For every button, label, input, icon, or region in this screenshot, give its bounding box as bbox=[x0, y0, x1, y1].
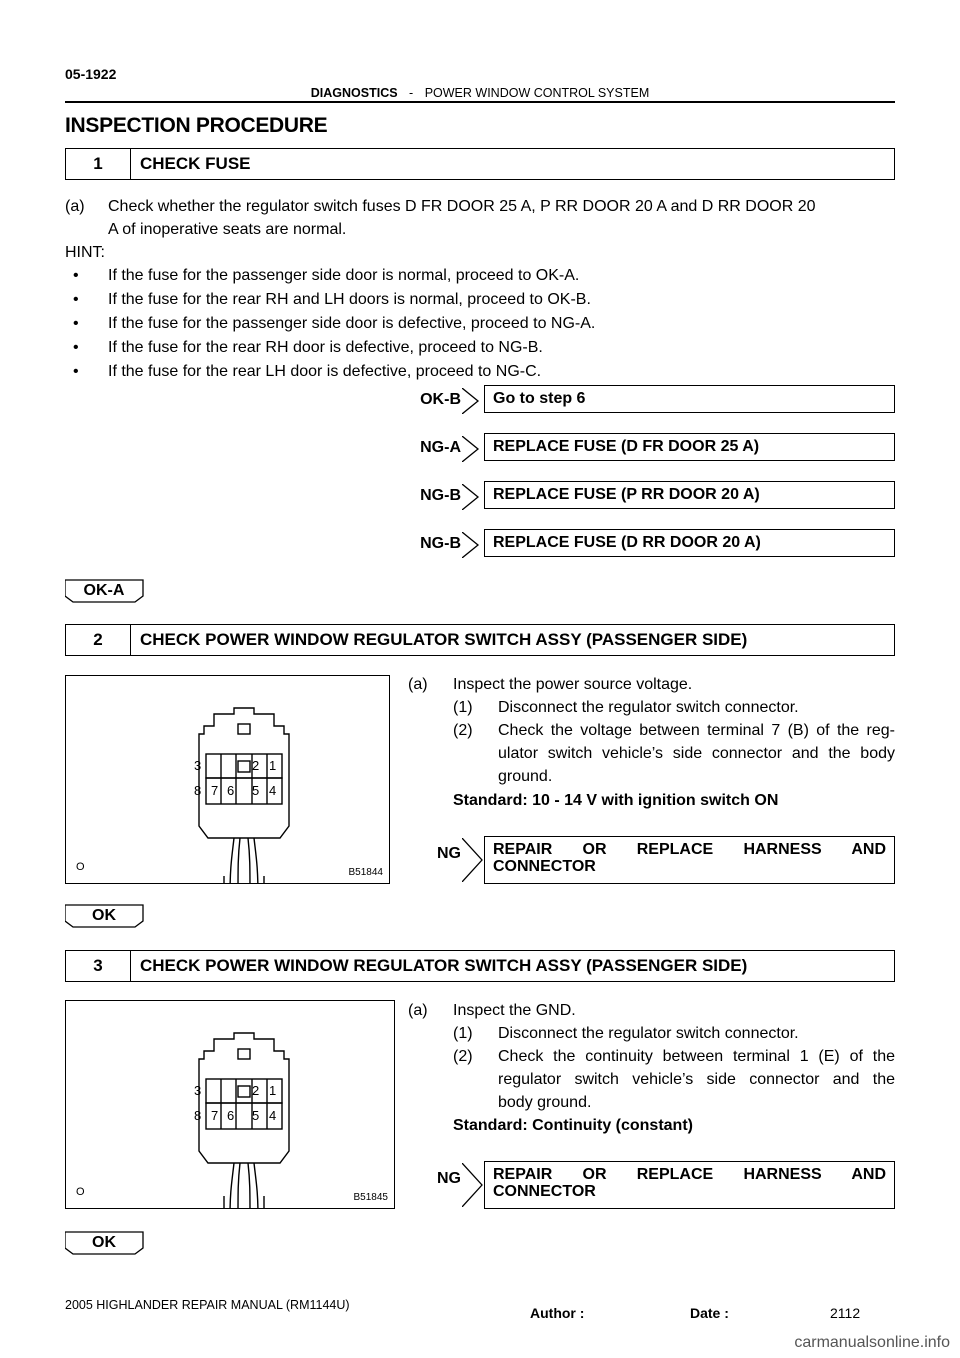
page-number: 2112 bbox=[830, 1305, 861, 1321]
step3-s2-line2: regulator switch vehicle’s side connector and the bbox=[498, 1071, 895, 1088]
step-number: 1 bbox=[66, 149, 131, 179]
step2-s2-line2: ulator switch vehicle’s side connector and the body bbox=[498, 745, 895, 762]
connector-diagram bbox=[65, 675, 390, 884]
connector-icon bbox=[66, 1001, 394, 1208]
result-label: NG-A bbox=[420, 439, 461, 456]
step3-s1-marker: (1) bbox=[453, 1025, 473, 1042]
result-box bbox=[484, 481, 895, 509]
pin-label: 2 bbox=[252, 758, 260, 773]
step1-a-line2: A of inoperative seats are normal. bbox=[108, 221, 347, 238]
pin-label: 1 bbox=[269, 1083, 277, 1098]
header-rule bbox=[65, 101, 895, 103]
step2-s2-line1: Check the voltage between terminal 7 (B) of the reg- bbox=[498, 722, 895, 739]
step2-a-text: Inspect the power source voltage. bbox=[453, 676, 693, 693]
step3-a-text: Inspect the GND. bbox=[453, 1002, 576, 1019]
pin-label: 7 bbox=[211, 783, 219, 798]
orientation-mark: O bbox=[76, 861, 85, 873]
step3-a-marker: (a) bbox=[408, 1002, 428, 1019]
pin-label: 8 bbox=[194, 1108, 202, 1123]
pin-label: 5 bbox=[252, 1108, 260, 1123]
result-label: NG bbox=[437, 845, 461, 862]
author-label: Author : bbox=[530, 1305, 585, 1321]
step2-s1-text: Disconnect the regulator switch connector. bbox=[498, 699, 799, 716]
pin-label: 3 bbox=[194, 1083, 202, 1098]
step2-s2-marker: (2) bbox=[453, 722, 473, 739]
result-text: REPAIR OR REPLACE HARNESS AND bbox=[493, 1166, 886, 1183]
pin-label: 8 bbox=[194, 783, 202, 798]
step2-standard: Standard: 10 - 14 V with ignition switch ON bbox=[453, 792, 779, 809]
header-subsection: POWER WINDOW CONTROL SYSTEM bbox=[424, 86, 650, 100]
connector-diagram bbox=[65, 1000, 395, 1209]
step-2-box bbox=[65, 624, 895, 656]
figure-id: B51844 bbox=[348, 867, 383, 878]
step3-standard: Standard: Continuity (constant) bbox=[453, 1117, 693, 1134]
step3-s2-line3: body ground. bbox=[498, 1094, 592, 1111]
manual-footer: 2005 HIGHLANDER REPAIR MANUAL (RM1144U) bbox=[65, 1298, 350, 1312]
result-label: OK-B bbox=[420, 391, 461, 408]
result-text: REPLACE FUSE (P RR DOOR 20 A) bbox=[493, 486, 760, 503]
tag-label: OK-A bbox=[83, 582, 125, 599]
pin-label: 6 bbox=[227, 783, 235, 798]
step-title: CHECK POWER WINDOW REGULATOR SWITCH ASSY (PASSENGER SIDE) bbox=[140, 956, 748, 975]
step2-s1-marker: (1) bbox=[453, 699, 473, 716]
step1-a-marker: (a) bbox=[65, 198, 85, 215]
result-arrow-icon bbox=[462, 436, 484, 462]
result-text: CONNECTOR bbox=[493, 858, 596, 875]
result-box bbox=[484, 433, 895, 461]
header-dash: - bbox=[409, 86, 414, 100]
result-text: REPLACE FUSE (D FR DOOR 25 A) bbox=[493, 438, 760, 455]
result-box bbox=[484, 529, 895, 557]
step-1-box bbox=[65, 148, 895, 180]
result-box bbox=[484, 1161, 895, 1209]
figure-id: B51845 bbox=[353, 1192, 388, 1203]
tag-label: OK bbox=[92, 907, 116, 924]
result-arrow-icon bbox=[462, 532, 484, 558]
hint-bullet: • If the fuse for the rear RH door is defective, proceed to NG-B. bbox=[108, 336, 543, 360]
pin-label: 4 bbox=[269, 1108, 277, 1123]
result-text: REPAIR OR REPLACE HARNESS AND bbox=[493, 841, 886, 858]
result-label: NG-B bbox=[420, 487, 461, 504]
pin-label: 3 bbox=[194, 758, 202, 773]
connector-icon bbox=[66, 676, 389, 883]
step-title: CHECK POWER WINDOW REGULATOR SWITCH ASSY (PASSENGER SIDE) bbox=[140, 630, 748, 649]
tag-label: OK bbox=[92, 1234, 116, 1251]
page-code: 05-1922 bbox=[65, 66, 117, 82]
pin-label: 6 bbox=[227, 1108, 235, 1123]
result-arrow-icon bbox=[462, 388, 484, 414]
pin-label: 5 bbox=[252, 783, 260, 798]
result-arrow-icon bbox=[462, 484, 484, 510]
step-3-box bbox=[65, 950, 895, 982]
result-label: NG bbox=[437, 1170, 461, 1187]
step-number: 2 bbox=[66, 625, 131, 655]
pin-label: 1 bbox=[269, 758, 277, 773]
step3-s2-line1: Check the continuity between terminal 1 (E) of the bbox=[498, 1048, 895, 1065]
step-title: CHECK FUSE bbox=[140, 154, 251, 173]
result-box bbox=[484, 385, 895, 413]
step1-a-line1: Check whether the regulator switch fuses D FR DOOR 25 A, P RR DOOR 20 A and D RR DOOR 20 bbox=[108, 198, 816, 215]
result-text: CONNECTOR bbox=[493, 1183, 596, 1200]
result-box bbox=[484, 836, 895, 884]
result-label: NG-B bbox=[420, 535, 461, 552]
step3-s1-text: Disconnect the regulator switch connector. bbox=[498, 1025, 799, 1042]
pin-label: 4 bbox=[269, 783, 277, 798]
hint-label: HINT: bbox=[65, 244, 105, 261]
running-header bbox=[0, 86, 960, 100]
hint-bullet: • If the fuse for the rear RH and LH doors is normal, proceed to OK-B. bbox=[108, 288, 591, 312]
result-text: REPLACE FUSE (D RR DOOR 20 A) bbox=[493, 534, 761, 551]
result-arrow-icon bbox=[462, 1163, 484, 1207]
result-text: Go to step 6 bbox=[493, 390, 586, 407]
step-number: 3 bbox=[66, 951, 131, 981]
hint-bullet: • If the fuse for the rear LH door is defective, proceed to NG-C. bbox=[108, 360, 541, 384]
pin-label: 2 bbox=[252, 1083, 260, 1098]
page-title: INSPECTION PROCEDURE bbox=[65, 114, 328, 137]
date-label: Date : bbox=[690, 1305, 729, 1321]
header-section: DIAGNOSTICS bbox=[310, 86, 398, 100]
step2-s2-line3: ground. bbox=[498, 768, 553, 785]
step2-a-marker: (a) bbox=[408, 676, 428, 693]
watermark: carmanualsonline.info bbox=[794, 1334, 950, 1351]
hint-bullet: • If the fuse for the passenger side door is defective, proceed to NG-A. bbox=[108, 312, 595, 336]
pin-label: 7 bbox=[211, 1108, 219, 1123]
orientation-mark: O bbox=[76, 1186, 85, 1198]
step3-s2-marker: (2) bbox=[453, 1048, 473, 1065]
hint-bullet: • If the fuse for the passenger side door is normal, proceed to OK-A. bbox=[108, 264, 579, 288]
result-arrow-icon bbox=[462, 838, 484, 882]
